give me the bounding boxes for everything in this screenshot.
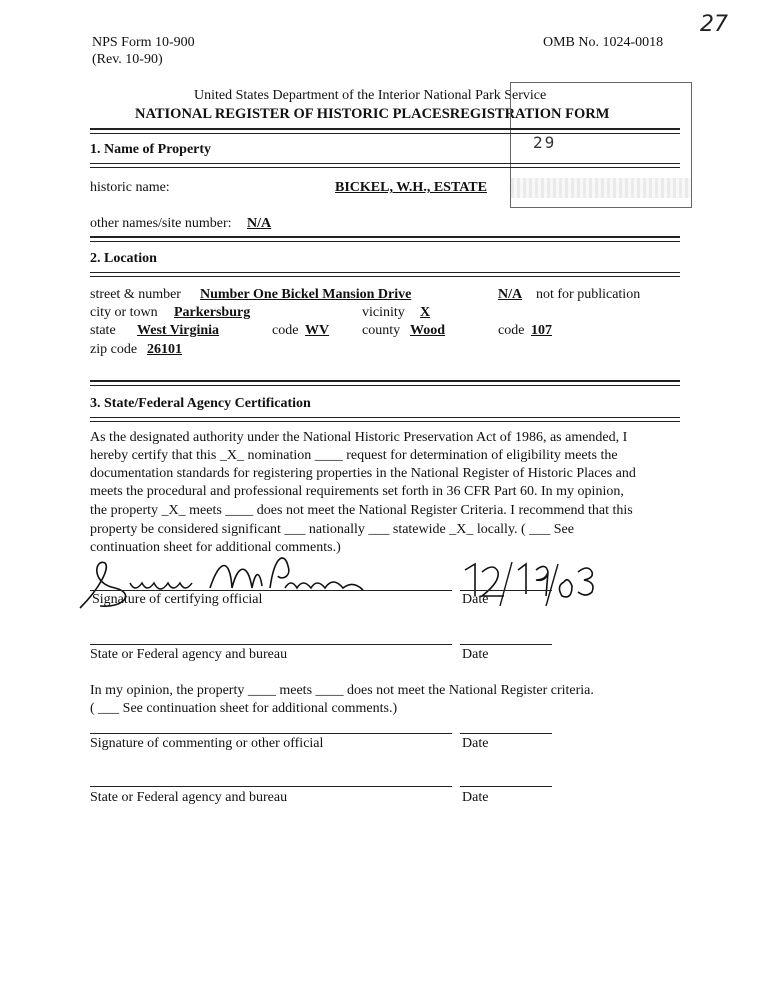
certification-line: documentation standards for registering properties in the National Register of Historic Places and — [90, 466, 636, 481]
signature-label: Signature of certifying official — [92, 592, 263, 607]
date-line — [460, 733, 552, 734]
form-revision: (Rev. 10-90) — [92, 52, 163, 67]
date-label: Date — [462, 736, 489, 751]
section-3-heading: 3. State/Federal Agency Certification — [90, 396, 311, 411]
historic-name-value: BICKEL, W.H., ESTATE — [335, 180, 487, 195]
state-label: state — [90, 323, 116, 338]
commenting-signature-line — [90, 733, 452, 734]
section-2-heading: 2. Location — [90, 251, 157, 266]
vicinity-value: X — [420, 305, 431, 320]
date-label: Date — [462, 647, 489, 662]
city-value: Parkersburg — [174, 305, 251, 320]
omb-number: OMB No. 1024-0018 — [543, 35, 664, 50]
date-label: Date — [462, 790, 489, 805]
certification-line: As the designated authority under the National Historic Preservation Act of 1986, as amended, I — [90, 430, 628, 445]
signature-line — [90, 590, 452, 591]
date-label: Date — [462, 592, 489, 607]
historic-name-label: historic name: — [90, 180, 170, 195]
not-for-publication-value: N/A — [498, 287, 523, 302]
page-number: 27 — [700, 12, 728, 37]
certification-line: the property _X_ meets ____ does not meet the National Register Criteria. I recommend that this — [90, 503, 633, 518]
form-title: NATIONAL REGISTER OF HISTORIC PLACESREGISTRATION FORM — [135, 106, 610, 122]
agency-line — [90, 786, 452, 787]
date-line — [460, 644, 552, 645]
section-1-heading: 1. Name of Property — [90, 142, 212, 157]
date-line — [460, 786, 552, 787]
street-value: Number One Bickel Mansion Drive — [200, 287, 412, 302]
other-names-label: other names/site number: — [90, 216, 232, 231]
certification-line: meets the procedural and professional requirements set forth in 36 CFR Part 60. In my opinion, — [90, 484, 624, 499]
county-code-value: 107 — [531, 323, 552, 338]
zip-label: zip code — [90, 342, 138, 357]
county-label: county — [362, 323, 401, 338]
opinion-line: In my opinion, the property ____ meets ____ does not meet the National Register criteria. — [90, 683, 594, 698]
rule — [90, 236, 680, 238]
certification-line: property be considered significant ___ nationally ___ statewide _X_ locally. ( ___ See — [90, 522, 574, 537]
other-names-value: N/A — [247, 216, 272, 231]
commenting-signature-label: Signature of commenting or other official — [90, 736, 324, 751]
rule — [90, 380, 680, 382]
city-label: city or town — [90, 305, 158, 320]
rule — [90, 417, 680, 418]
not-for-publication-label: not for publication — [536, 287, 641, 302]
department-line: United States Department of the Interior National Park Service — [194, 88, 547, 103]
state-code-label: code — [272, 323, 299, 338]
county-value: Wood — [410, 323, 446, 338]
date-line — [460, 590, 552, 591]
agency-label: State or Federal agency and bureau — [90, 647, 288, 662]
form-number: NPS Form 10-900 — [92, 35, 195, 50]
rule — [90, 272, 680, 273]
agency-line — [90, 644, 452, 645]
certification-line: continuation sheet for additional comments.) — [90, 540, 341, 555]
received-stamp — [510, 82, 692, 208]
county-code-label: code — [498, 323, 525, 338]
stamp-smudge — [511, 178, 691, 198]
certification-line: hereby certify that this _X_ nomination ____ request for determination of eligibility meets the — [90, 448, 618, 463]
rule — [90, 163, 680, 164]
street-label: street & number — [90, 287, 181, 302]
state-value: West Virginia — [137, 323, 220, 338]
vicinity-label: vicinity — [362, 305, 405, 320]
rule — [90, 128, 680, 130]
stamp-date: 29 — [533, 133, 557, 152]
agency-label: State or Federal agency and bureau — [90, 790, 288, 805]
state-code-value: WV — [305, 323, 330, 338]
opinion-line: ( ___ See continuation sheet for additional comments.) — [90, 701, 398, 716]
zip-value: 26101 — [147, 342, 182, 357]
